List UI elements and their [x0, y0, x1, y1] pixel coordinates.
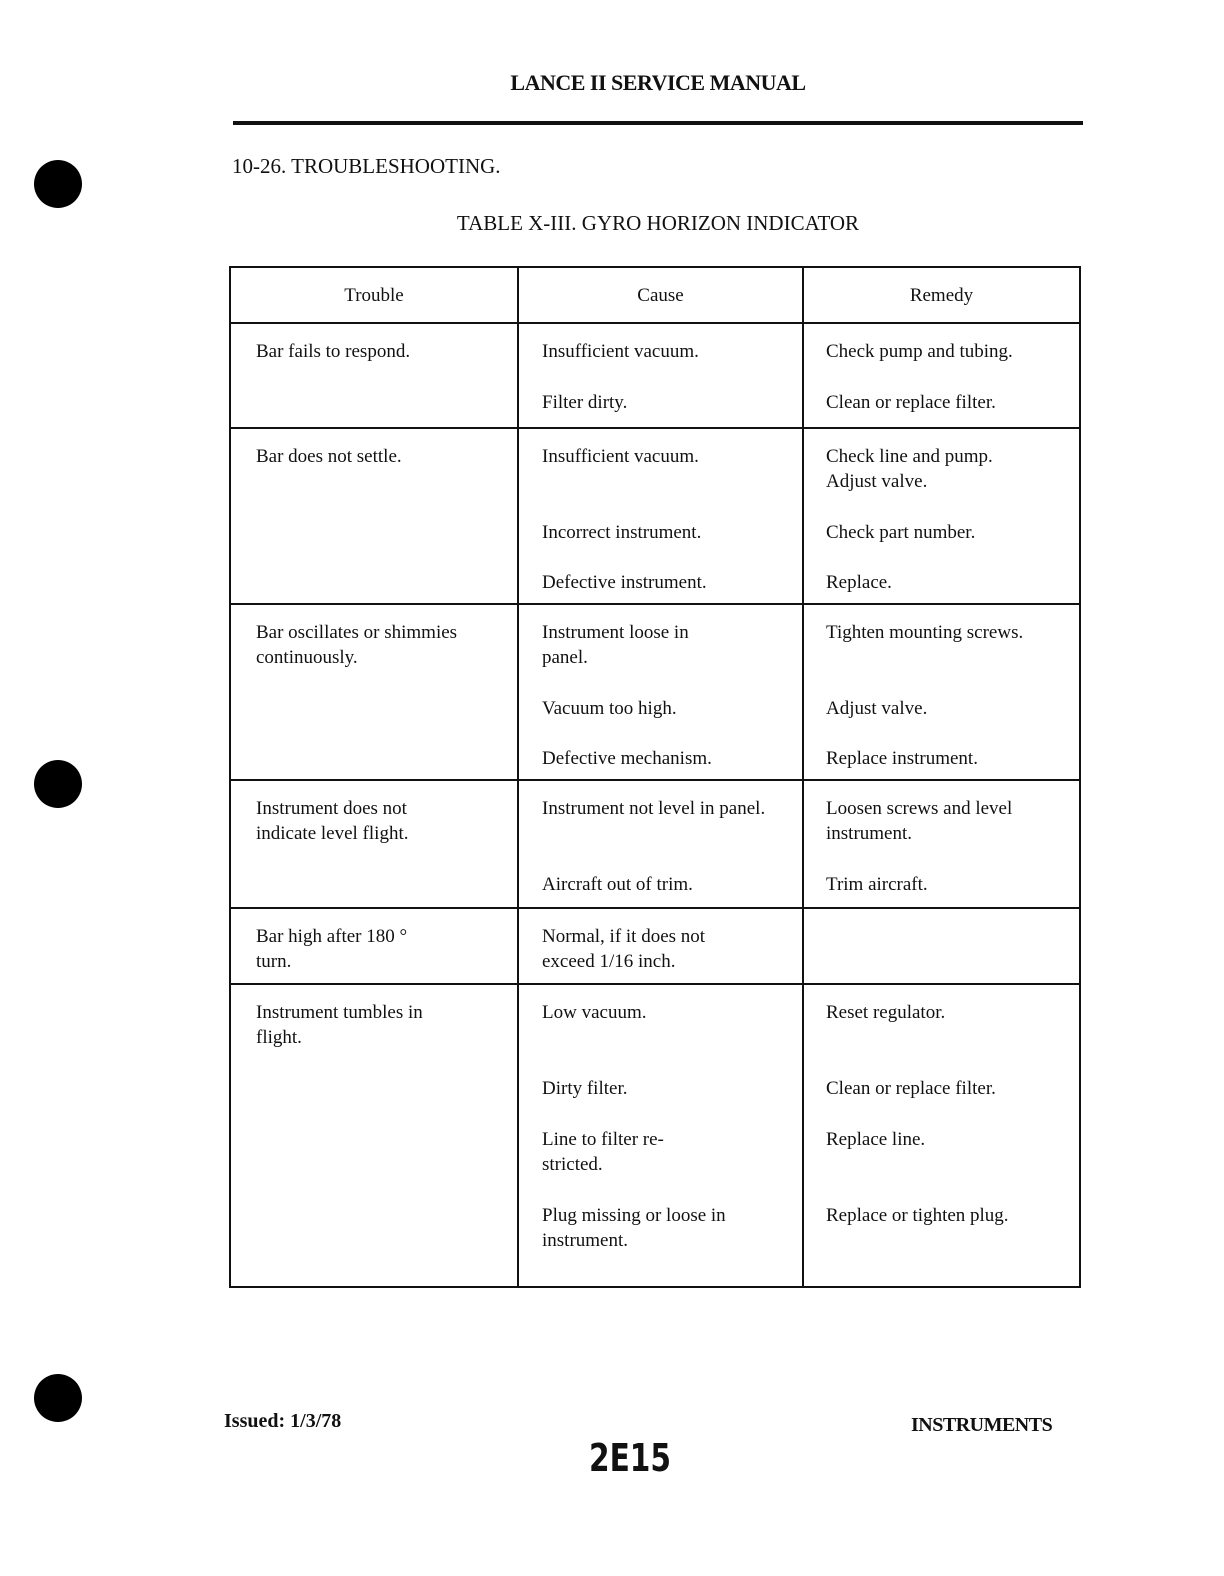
remedy-entry: Clean or replace filter.: [826, 392, 996, 413]
trouble-text: Bar fails to respond.: [256, 341, 411, 362]
trouble-cell: [231, 909, 517, 983]
cause-entry: Insufficient vacuum.: [542, 446, 699, 467]
remedy-entry: Trim aircraft.: [826, 874, 928, 895]
cause-entry: Vacuum too high.: [542, 698, 677, 719]
page-code: 2E15: [588, 1436, 672, 1480]
cause-cell: [517, 605, 802, 779]
cause-entry: Low vacuum.: [542, 1002, 647, 1023]
table-row: [231, 907, 1079, 983]
remedy-entry: Loosen screws and level instrument.: [826, 798, 1013, 844]
trouble-cell: [231, 324, 517, 427]
remedy-entry: Check line and pump. Adjust valve.: [826, 446, 993, 492]
remedy-cell: [802, 324, 1079, 427]
table-header-row: [231, 268, 1079, 322]
column-header-cause: Cause: [517, 268, 802, 322]
remedy-entry: Replace instrument.: [826, 748, 978, 769]
binder-punch-hole-middle: [34, 760, 82, 808]
cause-entry: Dirty filter.: [542, 1078, 628, 1099]
cause-entry: Plug missing or loose in instrument.: [542, 1205, 726, 1251]
cause-entry: Defective instrument.: [542, 572, 707, 593]
trouble-cell: [231, 985, 517, 1286]
remedy-cell: [802, 605, 1079, 779]
cause-cell: [517, 985, 802, 1286]
cause-cell: [517, 429, 802, 603]
section-heading: 10-26. TROUBLESHOOTING.: [232, 154, 501, 178]
cause-cell: [517, 781, 802, 907]
remedy-entry: Check pump and tubing.: [826, 341, 1013, 362]
troubleshooting-table: [229, 266, 1081, 1288]
issued-date: Issued: 1/3/78: [224, 1410, 342, 1432]
table-row: [231, 779, 1079, 907]
cause-entry: Insufficient vacuum.: [542, 341, 699, 362]
remedy-cell: [802, 429, 1079, 603]
trouble-cell: [231, 605, 517, 779]
trouble-text: Bar high after 180 ° turn.: [256, 926, 408, 972]
remedy-entry: Reset regulator.: [826, 1002, 946, 1023]
binder-punch-hole-bottom: [34, 1374, 82, 1422]
remedy-entry: Check part number.: [826, 522, 976, 543]
cause-entry: Instrument not level in panel.: [542, 798, 766, 819]
table-row: [231, 603, 1079, 779]
cause-entry: Line to filter re- stricted.: [542, 1129, 664, 1175]
cause-entry: Filter dirty.: [542, 392, 628, 413]
remedy-entry: Replace line.: [826, 1129, 926, 1150]
remedy-cell: [802, 909, 1079, 983]
column-header-remedy: Remedy: [802, 268, 1079, 322]
column-header-trouble: Trouble: [344, 284, 404, 306]
footer-section-name: INSTRUMENTS: [911, 1414, 1053, 1436]
trouble-text: Bar oscillates or shimmies continuously.: [256, 622, 458, 668]
trouble-cell: [231, 781, 517, 907]
remedy-entry: Adjust valve.: [826, 698, 928, 719]
cause-entry: Instrument loose in panel.: [542, 622, 689, 668]
trouble-text: Bar does not settle.: [256, 446, 402, 467]
cause-entry: Normal, if it does not exceed 1/16 inch.: [542, 926, 706, 972]
table-row: [231, 983, 1079, 1286]
binder-punch-hole-top: [34, 160, 82, 208]
remedy-entry: Clean or replace filter.: [826, 1078, 996, 1099]
trouble-text: Instrument does not indicate level flight.: [256, 798, 409, 844]
remedy-entry: Replace or tighten plug.: [826, 1205, 1009, 1226]
table-row: [231, 427, 1079, 603]
cause-cell: [517, 909, 802, 983]
manual-title: LANCE II SERVICE MANUAL: [510, 70, 806, 95]
trouble-text: Instrument tumbles in flight.: [256, 1002, 423, 1048]
remedy-entry: Tighten mounting screws.: [826, 622, 1024, 643]
trouble-cell: [231, 429, 517, 603]
cause-entry: Incorrect instrument.: [542, 522, 702, 543]
cause-cell: [517, 324, 802, 427]
table-row: [231, 322, 1079, 427]
remedy-entry: Replace.: [826, 572, 892, 593]
remedy-cell: [802, 781, 1079, 907]
remedy-cell: [802, 985, 1079, 1286]
cause-entry: Aircraft out of trim.: [542, 874, 693, 895]
table-title: TABLE X-III. GYRO HORIZON INDICATOR: [456, 211, 860, 235]
cause-entry: Defective mechanism.: [542, 748, 712, 769]
header-rule: [233, 121, 1083, 125]
